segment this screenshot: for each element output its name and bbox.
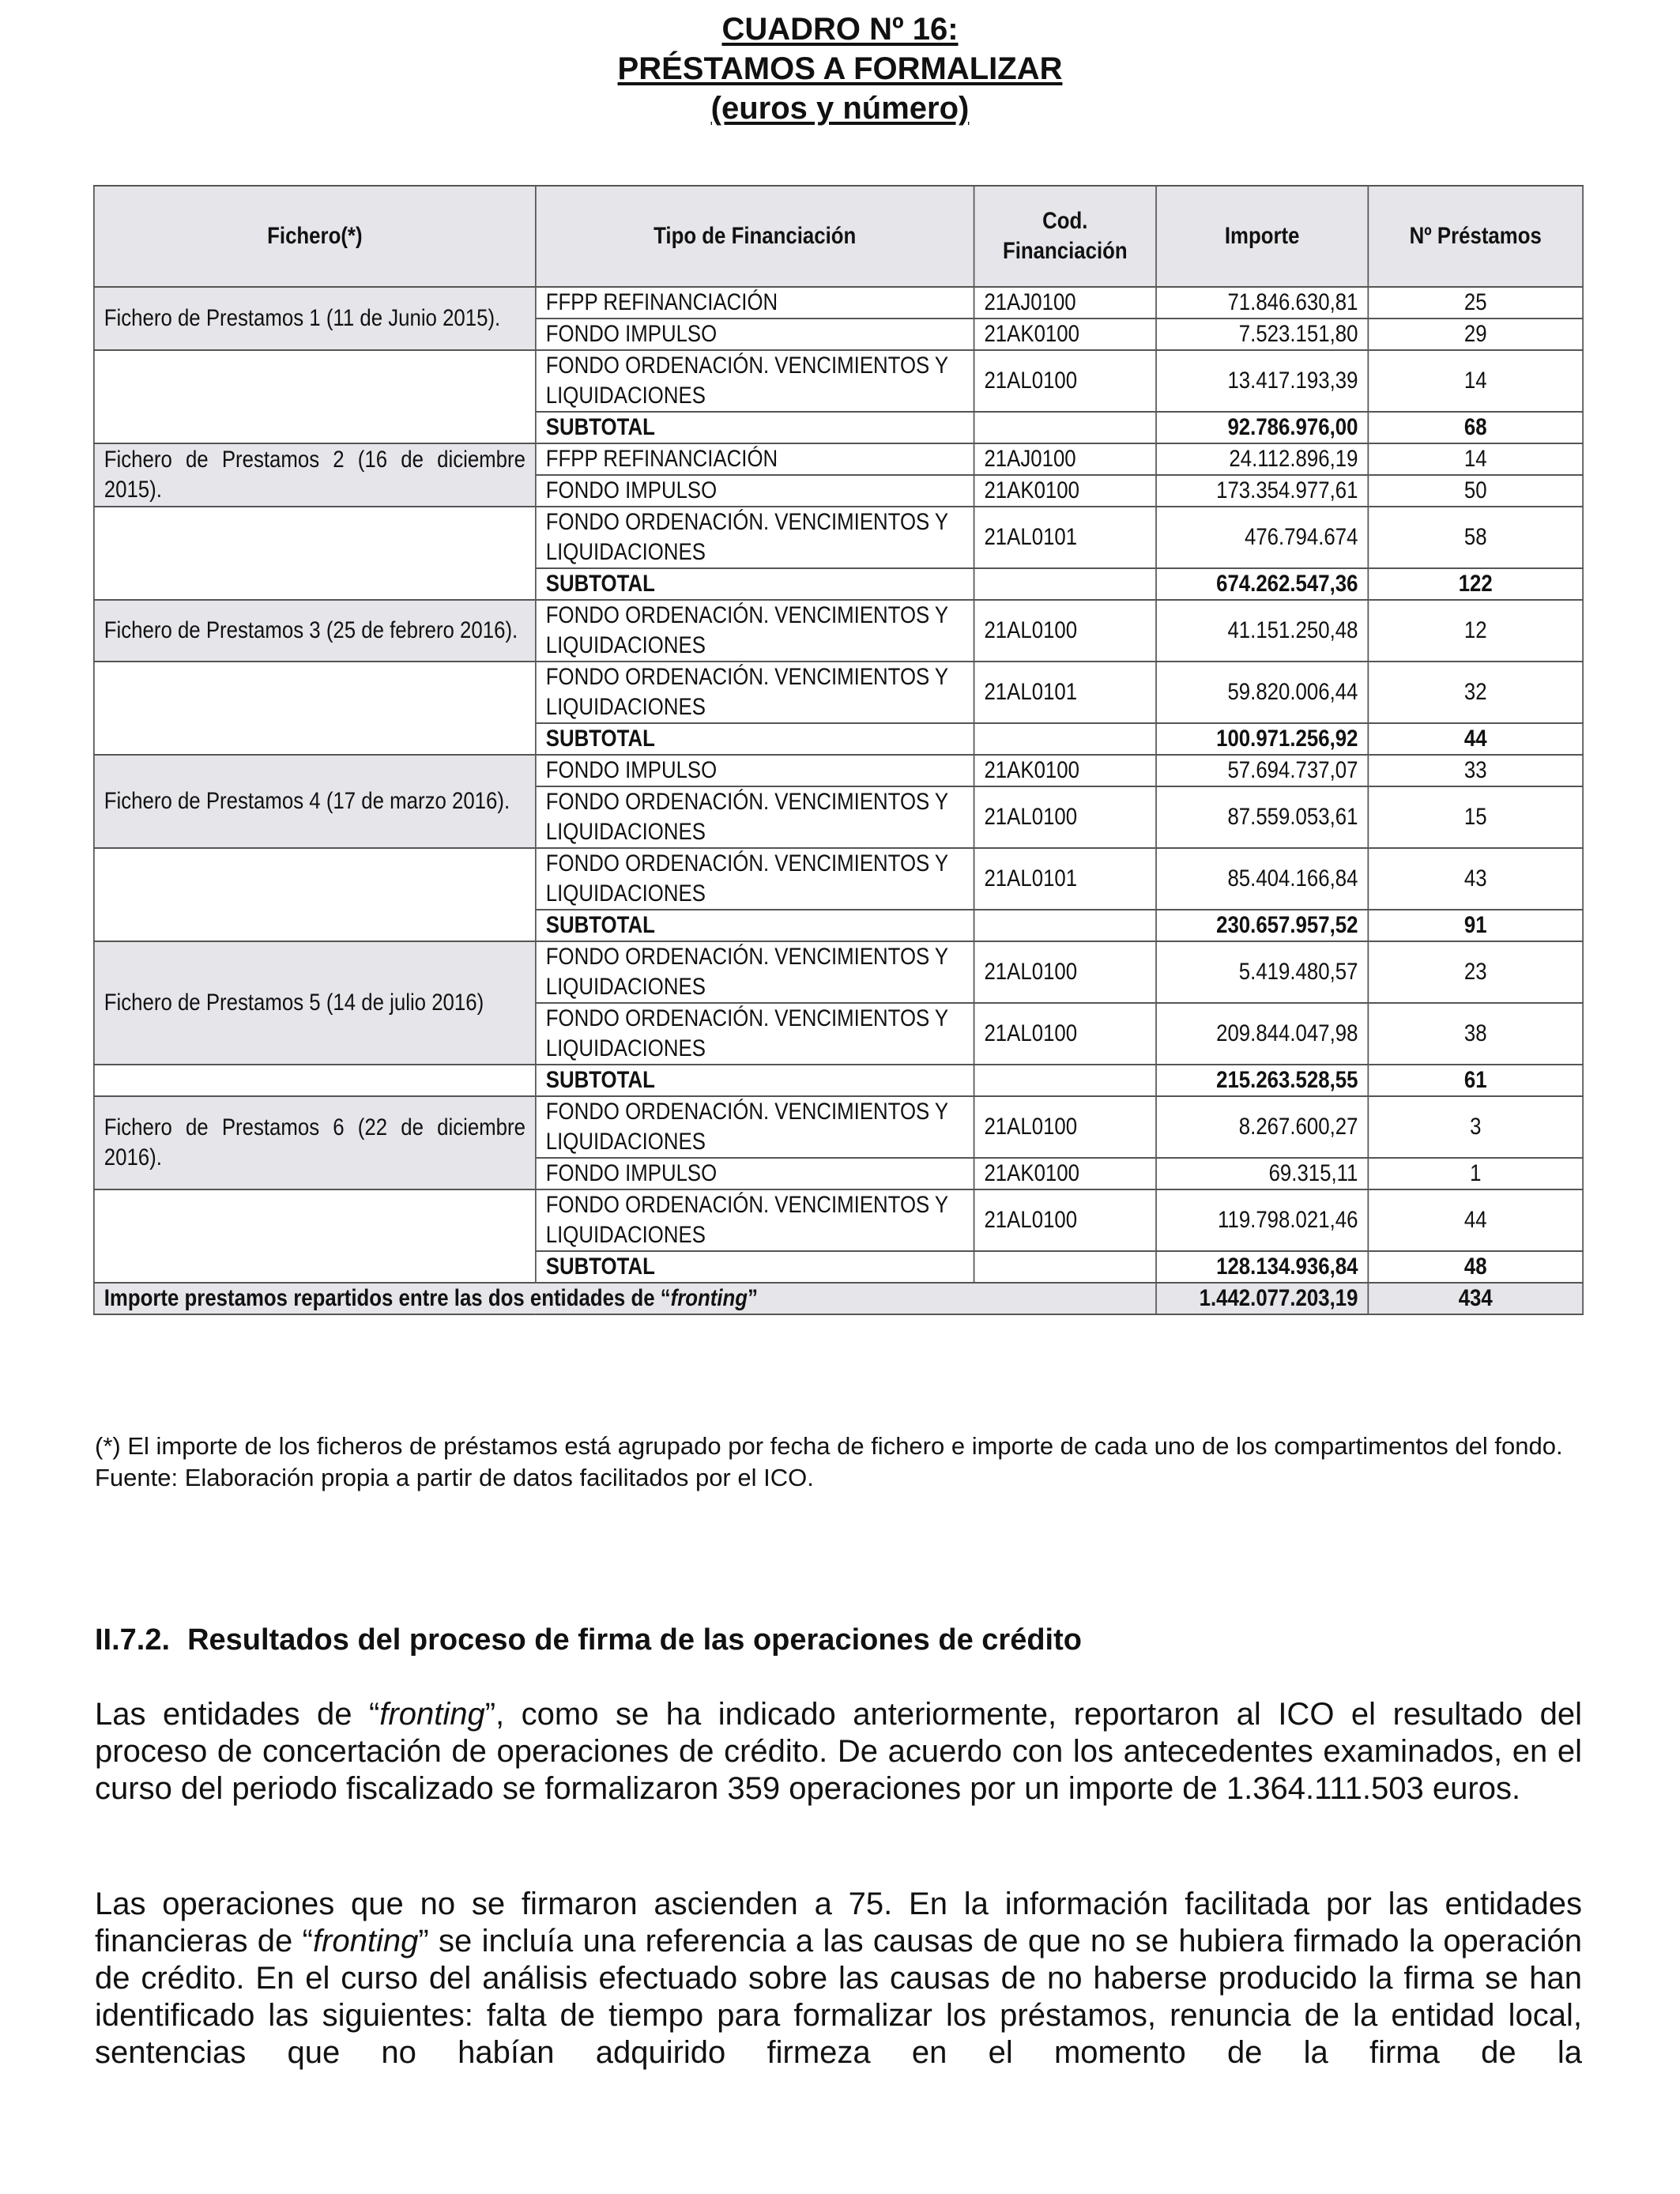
cod-cell: 21AL0101 (974, 662, 1156, 723)
fichero-cell: Fichero de Prestamos 4 (17 de marzo 2016). (94, 755, 536, 848)
num-cell: 25 (1368, 287, 1583, 319)
cod-cell (974, 412, 1156, 443)
tipo-cell: FONDO ORDENACIÓN. VENCIMIENTOS Y LIQUIDACIONES (536, 1003, 974, 1065)
table-row (94, 350, 1583, 412)
num-cell: 38 (1368, 1003, 1583, 1065)
fichero-blank-cell (94, 507, 536, 600)
tipo-cell: FONDO ORDENACIÓN. VENCIMIENTOS Y LIQUIDACIONES (536, 600, 974, 662)
num-cell: 3 (1368, 1096, 1583, 1158)
importe-cell: 85.404.166,84 (1156, 848, 1368, 910)
tipo-cell: FONDO IMPULSO (536, 755, 974, 786)
section-title: Resultados del proceso de firma de las operaciones de crédito (187, 1623, 1082, 1657)
tipo-cell: FONDO ORDENACIÓN. VENCIMIENTOS Y LIQUIDACIONES (536, 507, 974, 568)
table-title (0, 9, 1680, 128)
total-label: Importe prestamos repartidos entre las dos entidades de “fronting” (94, 1283, 1156, 1314)
importe-cell: 8.267.600,27 (1156, 1096, 1368, 1158)
importe-cell: 24.112.896,19 (1156, 443, 1368, 475)
cod-cell: 21AL0100 (974, 1003, 1156, 1065)
importe-cell: 215.263.528,55 (1156, 1065, 1368, 1096)
tipo-cell: FONDO ORDENACIÓN. VENCIMIENTOS Y LIQUIDACIONES (536, 1096, 974, 1158)
subtotal-label: SUBTOTAL (536, 1065, 974, 1096)
cod-cell (974, 568, 1156, 600)
importe-cell: 41.151.250,48 (1156, 600, 1368, 662)
num-cell: 68 (1368, 412, 1583, 443)
importe-cell: 69.315,11 (1156, 1158, 1368, 1189)
importe-cell: 87.559.053,61 (1156, 786, 1368, 848)
subtotal-label: SUBTOTAL (536, 910, 974, 941)
cod-cell: 21AK0100 (974, 1158, 1156, 1189)
paragraph-2: Las operaciones que no se firmaron ascienden a 75. En la información facilitada por las entidades financieras de “fronting” se incluía una referencia a las causas de que no se hubiera firmado la operación de crédito. En el curso del análisis efectuado sobre las causas de no haberse producido la firma se han identificado las siguientes: falta de tiempo para formalizar los préstamos, renuncia de la entidad local, sentencias que no habían adquirido firmeza en el momento de la firma de la (95, 1887, 1582, 2070)
paragraph-1: Las entidades de “fronting”, como se ha indicado anteriormente, reportaron al ICO el resultado del proceso de concertación de operaciones de crédito. De acuerdo con los antecedentes examinados, en el curso del periodo fiscalizado se formalizaron 359 operaciones por un importe de 1.364.111.503 euros. (95, 1697, 1582, 1806)
importe-cell: 209.844.047,98 (1156, 1003, 1368, 1065)
table-notes (95, 1431, 1582, 1494)
num-cell: 58 (1368, 507, 1583, 568)
importe-cell: 7.523.151,80 (1156, 319, 1368, 350)
fichero-cell: Fichero de Prestamos 6 (22 de diciembre 2016). (94, 1096, 536, 1189)
importe-cell: 128.134.936,84 (1156, 1251, 1368, 1283)
cod-cell: 21AJ0100 (974, 443, 1156, 475)
section-number: II.7.2. (95, 1623, 171, 1657)
title-line-3: (euros y número) (710, 91, 970, 126)
footnote: (*) El importe de los ficheros de préstamos está agrupado por fecha de fichero e importe de cada uno de los compartimentos del fondo. (95, 1432, 1563, 1460)
subtotal-label: SUBTOTAL (536, 568, 974, 600)
num-cell: 12 (1368, 600, 1583, 662)
table-header-row (94, 186, 1583, 287)
subtotal-label: SUBTOTAL (536, 1251, 974, 1283)
table-row (94, 1189, 1583, 1251)
total-row (94, 1283, 1583, 1314)
fichero-blank-cell (94, 848, 536, 941)
cod-cell: 21AL0101 (974, 848, 1156, 910)
importe-cell: 476.794.674 (1156, 507, 1368, 568)
table-row (94, 662, 1583, 723)
importe-cell: 230.657.957,52 (1156, 910, 1368, 941)
tipo-cell: FONDO IMPULSO (536, 319, 974, 350)
cod-cell: 21AL0101 (974, 507, 1156, 568)
cod-cell: 21AK0100 (974, 319, 1156, 350)
num-cell: 44 (1368, 1189, 1583, 1251)
tipo-cell: FONDO IMPULSO (536, 1158, 974, 1189)
total-importe: 1.442.077.203,19 (1156, 1283, 1368, 1314)
tipo-cell: FONDO ORDENACIÓN. VENCIMIENTOS Y LIQUIDACIONES (536, 350, 974, 412)
cod-cell: 21AL0100 (974, 1189, 1156, 1251)
title-line-2: PRÉSTAMOS A FORMALIZAR (617, 51, 1063, 86)
table-row (94, 848, 1583, 910)
num-cell: 33 (1368, 755, 1583, 786)
table-row (94, 443, 1583, 475)
cod-cell: 21AL0100 (974, 786, 1156, 848)
num-cell: 29 (1368, 319, 1583, 350)
fichero-blank-cell (94, 1065, 536, 1096)
table-row (94, 507, 1583, 568)
num-cell: 23 (1368, 941, 1583, 1003)
tipo-cell: FFPP REFINANCIACIÓN (536, 443, 974, 475)
num-cell: 43 (1368, 848, 1583, 910)
num-cell: 122 (1368, 568, 1583, 600)
header-fichero: Fichero(*) (94, 186, 536, 287)
cod-cell: 21AL0100 (974, 1096, 1156, 1158)
source-note: Fuente: Elaboración propia a partir de datos facilitados por el ICO. (95, 1464, 814, 1491)
num-cell: 50 (1368, 475, 1583, 507)
tipo-cell: FONDO ORDENACIÓN. VENCIMIENTOS Y LIQUIDACIONES (536, 848, 974, 910)
subtotal-row (94, 1065, 1583, 1096)
num-cell: 61 (1368, 1065, 1583, 1096)
num-cell: 14 (1368, 350, 1583, 412)
num-cell: 44 (1368, 723, 1583, 755)
importe-cell: 5.419.480,57 (1156, 941, 1368, 1003)
num-cell: 32 (1368, 662, 1583, 723)
fichero-cell: Fichero de Prestamos 3 (25 de febrero 2016). (94, 600, 536, 662)
cod-cell (974, 1251, 1156, 1283)
subtotal-label: SUBTOTAL (536, 723, 974, 755)
total-num: 434 (1368, 1283, 1583, 1314)
fichero-blank-cell (94, 662, 536, 755)
fichero-blank-cell (94, 1189, 536, 1283)
importe-cell: 57.694.737,07 (1156, 755, 1368, 786)
tipo-cell: FONDO ORDENACIÓN. VENCIMIENTOS Y LIQUIDACIONES (536, 662, 974, 723)
title-line-1: CUADRO Nº 16: (721, 12, 959, 47)
table-row (94, 941, 1583, 1003)
importe-cell: 173.354.977,61 (1156, 475, 1368, 507)
header-importe: Importe (1156, 186, 1368, 287)
fichero-blank-cell (94, 350, 536, 443)
tipo-cell: FONDO IMPULSO (536, 475, 974, 507)
table-row (94, 287, 1583, 319)
num-cell: 14 (1368, 443, 1583, 475)
cod-cell: 21AL0100 (974, 350, 1156, 412)
header-cod: Cod. Financiación (974, 186, 1156, 287)
num-cell: 91 (1368, 910, 1583, 941)
num-cell: 1 (1368, 1158, 1583, 1189)
fichero-cell: Fichero de Prestamos 1 (11 de Junio 2015). (94, 287, 536, 350)
cod-cell: 21AK0100 (974, 755, 1156, 786)
importe-cell: 71.846.630,81 (1156, 287, 1368, 319)
table-row (94, 600, 1583, 662)
cod-cell (974, 723, 1156, 755)
importe-cell: 119.798.021,46 (1156, 1189, 1368, 1251)
cod-cell: 21AL0100 (974, 941, 1156, 1003)
table-row (94, 755, 1583, 786)
fichero-cell: Fichero de Prestamos 2 (16 de diciembre 2015). (94, 443, 536, 507)
section-heading (95, 1620, 1582, 1660)
tipo-cell: FONDO ORDENACIÓN. VENCIMIENTOS Y LIQUIDACIONES (536, 786, 974, 848)
subtotal-label: SUBTOTAL (536, 412, 974, 443)
num-cell: 48 (1368, 1251, 1583, 1283)
importe-cell: 100.971.256,92 (1156, 723, 1368, 755)
fichero-cell: Fichero de Prestamos 5 (14 de julio 2016) (94, 941, 536, 1065)
importe-cell: 92.786.976,00 (1156, 412, 1368, 443)
num-cell: 15 (1368, 786, 1583, 848)
tipo-cell: FONDO ORDENACIÓN. VENCIMIENTOS Y LIQUIDACIONES (536, 941, 974, 1003)
tipo-cell: FFPP REFINANCIACIÓN (536, 287, 974, 319)
table-row (94, 1096, 1583, 1158)
cod-cell (974, 1065, 1156, 1096)
cod-cell (974, 910, 1156, 941)
loans-table (93, 185, 1584, 1315)
header-tipo: Tipo de Financiación (536, 186, 974, 287)
importe-cell: 59.820.006,44 (1156, 662, 1368, 723)
tipo-cell: FONDO ORDENACIÓN. VENCIMIENTOS Y LIQUIDACIONES (536, 1189, 974, 1251)
importe-cell: 674.262.547,36 (1156, 568, 1368, 600)
cod-cell: 21AL0100 (974, 600, 1156, 662)
header-num: Nº Préstamos (1368, 186, 1583, 287)
importe-cell: 13.417.193,39 (1156, 350, 1368, 412)
cod-cell: 21AK0100 (974, 475, 1156, 507)
cod-cell: 21AJ0100 (974, 287, 1156, 319)
